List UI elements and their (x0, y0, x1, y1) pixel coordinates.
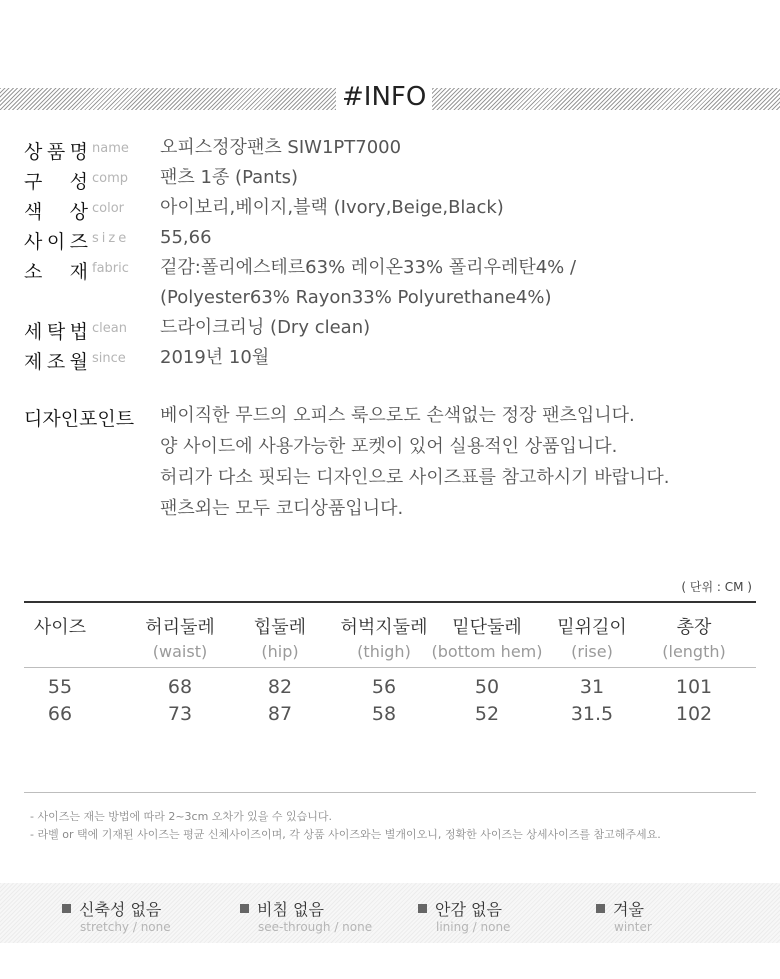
note-line: - 사이즈는 재는 방법에 따라 2~3cm 오차가 있을 수 있습니다. (30, 810, 333, 823)
spec-value: 아이보리,베이지,블랙 (Ivory,Beige,Black) (160, 197, 504, 218)
spec-label-char: 색 (24, 201, 43, 223)
feature-lining (418, 897, 510, 934)
table-header (24, 603, 756, 668)
square-bullet-icon (240, 904, 249, 913)
spec-label-char: 제 (24, 351, 43, 373)
spec-value: 팬츠 1종 (Pants) (160, 167, 299, 188)
spec-value: 55,66 (160, 227, 212, 248)
feature-label: 겨울 (613, 900, 644, 919)
header-label: 허벅지둘레 (340, 617, 428, 638)
header-label: 힙둘레 (253, 617, 307, 638)
spec-label-char: 상 (69, 201, 88, 223)
spec-label-char: 재 (69, 261, 88, 283)
spec-row-since (24, 347, 764, 377)
spec-value: 오피스정장팬츠 SIW1PT7000 (160, 137, 402, 158)
table-row (24, 676, 756, 702)
header-sublabel: (rise) (571, 642, 613, 661)
spec-label (24, 257, 88, 284)
design-point-line: 팬츠외는 모두 코디상품입니다. (160, 498, 404, 519)
spec-label-char: 즈 (69, 231, 88, 253)
header-label: 허리둘레 (145, 617, 215, 638)
cell-thigh: 56 (371, 676, 397, 698)
cell-thigh: 58 (371, 703, 397, 725)
header-size (24, 603, 96, 642)
design-point-label: 디자인포인트 (24, 408, 135, 430)
design-point-line: 양 사이드에 사용가능한 포켓이 있어 실용적인 상품입니다. (160, 436, 618, 457)
header-length (650, 603, 738, 661)
size-notes (30, 808, 661, 844)
header-sublabel: (bottom hem) (431, 642, 543, 661)
feature-sublabel: see-through / none (258, 920, 373, 934)
feature-sublabel: winter (614, 920, 652, 934)
spec-value-line2: (Polyester63% Rayon33% Polyurethane4%) (160, 287, 552, 308)
size-table (24, 601, 756, 793)
cell-bottom-hem: 52 (474, 703, 500, 725)
header-thigh (332, 603, 436, 661)
cell-bottom-hem: 50 (474, 676, 500, 698)
spec-label (24, 167, 88, 194)
design-point-text (160, 404, 670, 528)
design-point-line: 베이직한 무드의 오피스 룩으로도 손색없는 정장 팬츠입니다. (160, 405, 635, 426)
spec-row-fabric (24, 257, 764, 317)
header-sublabel: (hip) (261, 642, 299, 661)
header-label: 밑위길이 (557, 617, 627, 638)
header-rise (546, 603, 638, 661)
spec-label-char: 상 (24, 141, 43, 163)
spec-row-name (24, 137, 764, 167)
feature-season (596, 897, 652, 934)
spec-label-char: 이 (46, 231, 66, 253)
header-label: 총장 (676, 617, 712, 638)
note-line: - 라벨 or 택에 기재된 사이즈는 평균 신체사이즈이며, 각 상품 사이즈와는 별개이오니, 정확한 사이즈는 상세사이즈를 참고해주세요. (30, 828, 661, 841)
spec-value: 드라이크리닝 (Dry clean) (160, 317, 371, 338)
square-bullet-icon (418, 904, 427, 913)
cell-size: 55 (47, 676, 73, 698)
spec-label-char: 조 (46, 351, 66, 373)
spec-label-en: size (92, 231, 130, 246)
cell-waist: 73 (167, 703, 193, 725)
spec-label (24, 347, 88, 374)
spec-label-char: 구 (24, 171, 43, 193)
feature-bar (0, 883, 780, 943)
feature-label: 안감 없음 (435, 900, 502, 919)
table-body (24, 668, 756, 793)
spec-value: 겉감:폴리에스테르63% 레이온33% 폴리우레탄4% / (160, 257, 577, 278)
header-label: 사이즈 (33, 617, 87, 638)
cell-hip: 87 (267, 703, 293, 725)
header-label: 밑단둘레 (452, 617, 522, 638)
cell-length: 102 (675, 703, 713, 725)
cell-waist: 68 (167, 676, 193, 698)
size-unit-label: ( 단위 : CM ) (681, 580, 752, 594)
spec-label (24, 227, 88, 254)
spec-row-color (24, 197, 764, 227)
spec-label-char: 사 (24, 231, 43, 253)
header-waist (132, 603, 228, 661)
feature-label: 비침 없음 (257, 900, 324, 919)
header-sublabel: (waist) (152, 642, 208, 661)
spec-label-en: comp (92, 171, 129, 186)
square-bullet-icon (596, 904, 605, 913)
spec-label-char: 소 (24, 261, 43, 283)
feature-stretch (62, 897, 171, 934)
header-sublabel: (thigh) (357, 642, 411, 661)
header-bottom-hem (428, 603, 546, 661)
header-sublabel: (length) (662, 642, 726, 661)
square-bullet-icon (62, 904, 71, 913)
spec-label-char: 품 (46, 141, 66, 163)
feature-label: 신축성 없음 (79, 900, 162, 919)
cell-size: 66 (47, 703, 73, 725)
spec-label (24, 197, 88, 224)
spec-label (24, 317, 88, 344)
feature-see-through (240, 897, 372, 934)
spec-label-char: 세 (24, 321, 43, 343)
feature-sublabel: lining / none (436, 920, 511, 934)
spec-row-clean (24, 317, 764, 347)
spec-label-char: 탁 (46, 321, 66, 343)
spec-label-en: since (92, 351, 126, 366)
spec-label-char: 명 (69, 141, 88, 163)
design-point-line: 허리가 다소 핏되는 디자인으로 사이즈표를 참고하시기 바랍니다. (160, 467, 670, 488)
spec-label-char: 성 (69, 171, 88, 193)
info-title: #INFO (336, 82, 432, 112)
spec-label-en: fabric (92, 261, 129, 276)
cell-hip: 82 (267, 676, 293, 698)
spec-value: 2019년 10월 (160, 347, 270, 368)
spec-label-char: 월 (69, 351, 88, 373)
spec-label-en: clean (92, 321, 127, 336)
table-row (24, 703, 756, 729)
spec-label-en: color (92, 201, 125, 216)
header-hip (240, 603, 320, 661)
spec-label (24, 137, 88, 164)
spec-label-en: name (92, 141, 129, 156)
cell-rise: 31.5 (570, 703, 614, 725)
spec-list (24, 137, 764, 377)
feature-sublabel: stretchy / none (80, 920, 171, 934)
cell-length: 101 (675, 676, 713, 698)
spec-label-char: 법 (69, 321, 88, 343)
cell-rise: 31 (579, 676, 605, 698)
